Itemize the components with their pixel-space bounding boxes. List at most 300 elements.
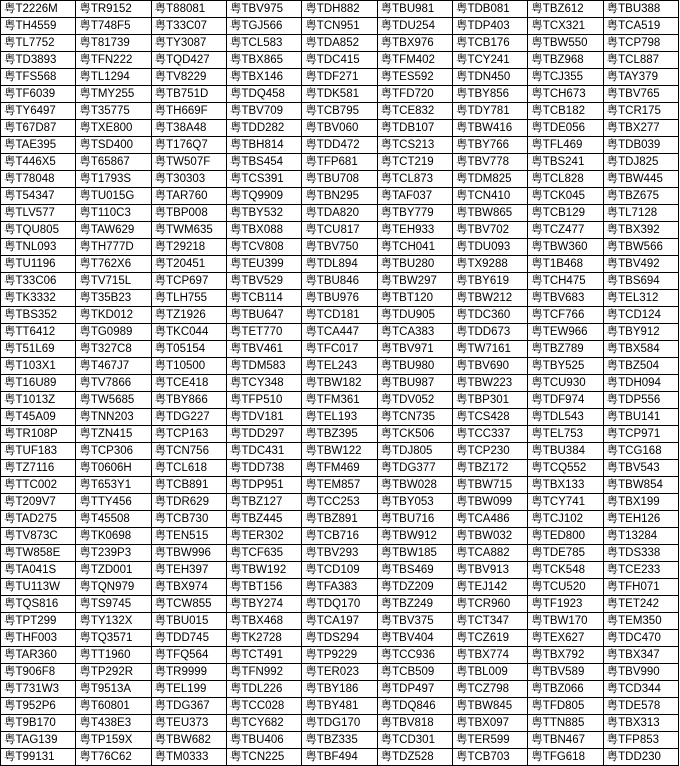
plate-table-body — [1, 1, 679, 766]
plate-cell: 粤TFP853 — [603, 732, 678, 749]
table-row — [1, 494, 679, 511]
plate-cell: 粤TCC028 — [226, 698, 301, 715]
plate-cell: 粤TBW854 — [603, 477, 678, 494]
table-row — [1, 698, 679, 715]
plate-cell: 粤TBF494 — [302, 749, 377, 766]
plate-cell: 粤T88081 — [151, 1, 226, 18]
plate-cell: 粤TDD282 — [226, 120, 301, 137]
table-row — [1, 630, 679, 647]
plate-cell: 粤TCB716 — [302, 528, 377, 545]
plate-cell: 粤TH777D — [76, 239, 151, 256]
table-row — [1, 239, 679, 256]
plate-cell: 粤TBX088 — [226, 222, 301, 239]
plate-cell: 粤TBY856 — [452, 86, 527, 103]
plate-cell: 粤TBZ335 — [302, 732, 377, 749]
plate-cell: 粤TCH475 — [528, 273, 603, 290]
plate-cell: 粤TFN222 — [76, 52, 151, 69]
plate-cell: 粤TP9229 — [302, 647, 377, 664]
plate-cell: 粤TCL887 — [603, 52, 678, 69]
plate-cell: 粤TFS568 — [1, 69, 76, 86]
plate-cell: 粤TET770 — [226, 324, 301, 341]
plate-cell: 粤T209V7 — [1, 494, 76, 511]
plate-cell: 粤TCN756 — [151, 443, 226, 460]
plate-cell: 粤TBU981 — [377, 1, 452, 18]
plate-cell: 粤TBU980 — [377, 358, 452, 375]
plate-cell: 粤TCB891 — [151, 477, 226, 494]
plate-cell: 粤TBS454 — [226, 154, 301, 171]
plate-cell: 粤TL1294 — [76, 69, 151, 86]
plate-cell: 粤TCC337 — [452, 426, 527, 443]
plate-cell: 粤TBY481 — [302, 698, 377, 715]
plate-cell: 粤TFM469 — [302, 460, 377, 477]
plate-cell: 粤TFD805 — [528, 698, 603, 715]
plate-cell: 粤TBX313 — [603, 715, 678, 732]
plate-cell: 粤T99131 — [1, 749, 76, 766]
plate-cell: 粤TCT347 — [452, 613, 527, 630]
plate-cell: 粤TK2728 — [226, 630, 301, 647]
plate-cell: 粤TAE395 — [1, 137, 76, 154]
plate-cell: 粤TFM402 — [377, 52, 452, 69]
table-row — [1, 120, 679, 137]
table-row — [1, 426, 679, 443]
plate-cell: 粤TG0989 — [76, 324, 151, 341]
plate-cell: 粤TCZ798 — [452, 681, 527, 698]
plate-cell: 粤TBX774 — [452, 647, 527, 664]
plate-cell: 粤TCA519 — [603, 18, 678, 35]
plate-cell: 粤TCZ619 — [452, 630, 527, 647]
plate-cell: 粤T76C62 — [76, 749, 151, 766]
plate-cell: 粤TBL009 — [452, 664, 527, 681]
plate-cell: 粤TES592 — [377, 69, 452, 86]
plate-cell: 粤TBY532 — [226, 205, 301, 222]
plate-cell: 粤TCS428 — [452, 409, 527, 426]
plate-cell: 粤TBY186 — [302, 681, 377, 698]
plate-cell: 粤TDF974 — [528, 392, 603, 409]
plate-cell: 粤TBV818 — [377, 715, 452, 732]
plate-cell: 粤TR108P — [1, 426, 76, 443]
plate-cell: 粤TBW682 — [151, 732, 226, 749]
plate-cell: 粤TCC253 — [302, 494, 377, 511]
plate-cell: 粤TMY255 — [76, 86, 151, 103]
plate-cell: 粤TFC017 — [302, 341, 377, 358]
plate-cell: 粤TCH673 — [528, 86, 603, 103]
plate-cell: 粤TTY456 — [76, 494, 151, 511]
plate-cell: 粤TEH933 — [377, 222, 452, 239]
plate-cell: 粤TCZ477 — [528, 222, 603, 239]
plate-cell: 粤TAR360 — [1, 647, 76, 664]
plate-cell: 粤TBV492 — [603, 256, 678, 273]
plate-cell: 粤TBZ891 — [302, 511, 377, 528]
plate-cell: 粤TCB176 — [452, 35, 527, 52]
plate-cell: 粤TS9745 — [76, 596, 151, 613]
plate-cell: 粤TP159X — [76, 732, 151, 749]
plate-cell: 粤T1793S — [76, 171, 151, 188]
plate-cell: 粤TCE233 — [603, 562, 678, 579]
plate-cell: 粤TBW996 — [151, 545, 226, 562]
plate-cell: 粤TFM361 — [302, 392, 377, 409]
plate-cell: 粤TBV971 — [377, 341, 452, 358]
plate-cell: 粤TDC431 — [226, 443, 301, 460]
plate-cell: 粤T446X5 — [1, 154, 76, 171]
table-row — [1, 749, 679, 766]
plate-cell: 粤T54347 — [1, 188, 76, 205]
plate-cell: 粤TBV543 — [603, 460, 678, 477]
plate-cell: 粤TF6039 — [1, 86, 76, 103]
plate-cell: 粤TFP510 — [226, 392, 301, 409]
table-row — [1, 1, 679, 18]
plate-cell: 粤TDE785 — [528, 545, 603, 562]
plate-cell: 粤T748F5 — [76, 18, 151, 35]
table-row — [1, 358, 679, 375]
plate-cell: 粤TCN410 — [452, 188, 527, 205]
plate-cell: 粤TDV052 — [377, 392, 452, 409]
plate-cell: 粤T29218 — [151, 239, 226, 256]
table-row — [1, 256, 679, 273]
plate-cell: 粤T103X1 — [1, 358, 76, 375]
plate-cell: 粤TBY766 — [452, 137, 527, 154]
plate-cell: 粤TBX584 — [603, 341, 678, 358]
plate-cell: 粤T2226M — [1, 1, 76, 18]
plate-cell: 粤TEX627 — [528, 630, 603, 647]
table-row — [1, 545, 679, 562]
table-row — [1, 222, 679, 239]
plate-cell: 粤TBW032 — [452, 528, 527, 545]
plate-cell: 粤TH4559 — [1, 18, 76, 35]
plate-cell: 粤TCD301 — [377, 732, 452, 749]
plate-cell: 粤TKC044 — [151, 324, 226, 341]
plate-cell: 粤TBZ504 — [603, 358, 678, 375]
plate-cell: 粤TCK506 — [377, 426, 452, 443]
plate-cell: 粤T81739 — [76, 35, 151, 52]
plate-cell: 粤TCP971 — [603, 426, 678, 443]
table-row — [1, 664, 679, 681]
plate-cell: 粤TL7128 — [603, 205, 678, 222]
plate-cell: 粤TDE056 — [528, 120, 603, 137]
plate-cell: 粤TBV589 — [528, 664, 603, 681]
plate-cell: 粤TFD720 — [377, 86, 452, 103]
plate-cell: 粤TCN225 — [226, 749, 301, 766]
table-row — [1, 188, 679, 205]
plate-cell: 粤TBZ066 — [528, 681, 603, 698]
plate-cell: 粤TED800 — [528, 528, 603, 545]
plate-cell: 粤TBW212 — [452, 290, 527, 307]
plate-cell: 粤TR9152 — [76, 1, 151, 18]
plate-cell: 粤TDB107 — [377, 120, 452, 137]
plate-cell: 粤TBZ395 — [302, 426, 377, 443]
plate-cell: 粤TER599 — [452, 732, 527, 749]
plate-cell: 粤TL7752 — [1, 35, 76, 52]
plate-cell: 粤TFP681 — [302, 154, 377, 171]
plate-cell: 粤TBY525 — [528, 358, 603, 375]
plate-cell: 粤TEN515 — [151, 528, 226, 545]
plate-cell: 粤TU1196 — [1, 256, 76, 273]
plate-cell: 粤T952P6 — [1, 698, 76, 715]
plate-cell: 粤TNN203 — [76, 409, 151, 426]
plate-cell: 粤TEL193 — [302, 409, 377, 426]
plate-cell: 粤TBX792 — [528, 647, 603, 664]
plate-cell: 粤TGJ566 — [226, 18, 301, 35]
plate-cell: 粤TV873C — [1, 528, 76, 545]
plate-cell: 粤TDY781 — [452, 103, 527, 120]
plate-cell: 粤TCP798 — [603, 35, 678, 52]
plate-cell: 粤TBZ445 — [226, 511, 301, 528]
plate-cell: 粤TBV702 — [452, 222, 527, 239]
plate-cell: 粤TDG367 — [151, 698, 226, 715]
plate-cell: 粤TBX199 — [603, 494, 678, 511]
plate-cell: 粤TW5685 — [76, 392, 151, 409]
plate-cell: 粤T1013Z — [1, 392, 76, 409]
plate-cell: 粤TEJ142 — [452, 579, 527, 596]
plate-cell: 粤TDZ528 — [377, 749, 452, 766]
plate-cell: 粤TCY741 — [528, 494, 603, 511]
plate-cell: 粤TBU141 — [603, 409, 678, 426]
plate-cell: 粤TCD344 — [603, 681, 678, 698]
plate-cell: 粤TBT156 — [226, 579, 301, 596]
plate-cell: 粤T653Y1 — [76, 477, 151, 494]
plate-cell: 粤TDS338 — [603, 545, 678, 562]
plate-cell: 粤TFH071 — [603, 579, 678, 596]
plate-cell: 粤TBV375 — [377, 613, 452, 630]
plate-cell: 粤TW507F — [151, 154, 226, 171]
plate-cell: 粤TFL469 — [528, 137, 603, 154]
plate-cell: 粤TCJ102 — [528, 511, 603, 528]
plate-cell: 粤TCN735 — [377, 409, 452, 426]
plate-cell: 粤TBS469 — [377, 562, 452, 579]
plate-cell: 粤TTN885 — [528, 715, 603, 732]
plate-cell: 粤TDE578 — [603, 698, 678, 715]
plate-cell: 粤T762X6 — [76, 256, 151, 273]
plate-cell: 粤TTC002 — [1, 477, 76, 494]
plate-cell: 粤TCH041 — [377, 239, 452, 256]
plate-cell: 粤T438E3 — [76, 715, 151, 732]
plate-cell: 粤TEH397 — [151, 562, 226, 579]
plate-cell: 粤TCA197 — [302, 613, 377, 630]
plate-cell: 粤TBU388 — [603, 1, 678, 18]
table-row — [1, 154, 679, 171]
plate-cell: 粤TCU520 — [528, 579, 603, 596]
plate-cell: 粤TDG170 — [302, 715, 377, 732]
plate-cell: 粤T33C06 — [1, 273, 76, 290]
plate-cell: 粤TBV404 — [377, 630, 452, 647]
plate-cell: 粤TCP697 — [151, 273, 226, 290]
plate-cell: 粤TCY241 — [452, 52, 527, 69]
plate-cell: 粤TQU805 — [1, 222, 76, 239]
plate-cell: 粤TBZ612 — [528, 1, 603, 18]
plate-cell: 粤T51L69 — [1, 341, 76, 358]
plate-cell: 粤TDD230 — [603, 749, 678, 766]
plate-cell: 粤TBV293 — [302, 545, 377, 562]
plate-cell: 粤TBN467 — [528, 732, 603, 749]
plate-cell: 粤TDL226 — [226, 681, 301, 698]
plate-cell: 粤TDC470 — [603, 630, 678, 647]
plate-cell: 粤TDU254 — [377, 18, 452, 35]
plate-cell: 粤TPT299 — [1, 613, 76, 630]
plate-cell: 粤TBW715 — [452, 477, 527, 494]
table-row — [1, 171, 679, 188]
plate-cell: 粤TCW855 — [151, 596, 226, 613]
plate-cell: 粤TCD109 — [302, 562, 377, 579]
plate-cell: 粤TV715L — [76, 273, 151, 290]
plate-cell: 粤TBU708 — [302, 171, 377, 188]
table-row — [1, 205, 679, 222]
plate-cell: 粤TCN951 — [302, 18, 377, 35]
plate-cell: 粤TBW099 — [452, 494, 527, 511]
table-row — [1, 579, 679, 596]
plate-cell: 粤TA041S — [1, 562, 76, 579]
plate-cell: 粤TBW865 — [452, 205, 527, 222]
plate-cell: 粤TCA882 — [452, 545, 527, 562]
plate-cell: 粤TCE832 — [377, 103, 452, 120]
plate-cell: 粤TW7161 — [452, 341, 527, 358]
plate-cell: 粤TK0698 — [76, 528, 151, 545]
plate-cell: 粤TBW170 — [528, 613, 603, 630]
plate-cell: 粤TBX865 — [226, 52, 301, 69]
plate-cell: 粤T13284 — [603, 528, 678, 545]
plate-cell: 粤TBY274 — [226, 596, 301, 613]
plate-cell: 粤TLH755 — [151, 290, 226, 307]
plate-cell: 粤T1B468 — [528, 256, 603, 273]
plate-cell: 粤TDC415 — [302, 52, 377, 69]
plate-cell: 粤TDA820 — [302, 205, 377, 222]
plate-cell: 粤TDC360 — [452, 307, 527, 324]
plate-cell: 粤TCB730 — [151, 511, 226, 528]
plate-cell: 粤TBV913 — [452, 562, 527, 579]
table-row — [1, 52, 679, 69]
table-row — [1, 86, 679, 103]
plate-cell: 粤TBS241 — [528, 154, 603, 171]
plate-cell: 粤TBZ249 — [377, 596, 452, 613]
plate-cell: 粤TEW966 — [528, 324, 603, 341]
plate-cell: 粤TUF183 — [1, 443, 76, 460]
plate-cell: 粤TBV750 — [302, 239, 377, 256]
plate-cell: 粤TBW566 — [603, 239, 678, 256]
table-row — [1, 307, 679, 324]
plate-cell: 粤TBU406 — [226, 732, 301, 749]
plate-cell: 粤TDD297 — [226, 426, 301, 443]
plate-cell: 粤TZD001 — [76, 562, 151, 579]
table-row — [1, 647, 679, 664]
plate-cell: 粤TBW192 — [226, 562, 301, 579]
plate-cell: 粤TAW629 — [76, 222, 151, 239]
plate-cell: 粤TQD427 — [151, 52, 226, 69]
plate-cell: 粤T45A09 — [1, 409, 76, 426]
plate-cell: 粤TBW185 — [377, 545, 452, 562]
plate-cell: 粤TBY912 — [603, 324, 678, 341]
plate-cell: 粤TBW028 — [377, 477, 452, 494]
plate-cell: 粤TDH882 — [302, 1, 377, 18]
plate-cell: 粤TEH126 — [603, 511, 678, 528]
plate-cell: 粤TF1923 — [528, 596, 603, 613]
plate-cell: 粤TBS352 — [1, 307, 76, 324]
plate-cell: 粤TBY779 — [377, 205, 452, 222]
plate-cell: 粤TBW297 — [377, 273, 452, 290]
plate-cell: 粤TET242 — [603, 596, 678, 613]
plate-cell: 粤TCT491 — [226, 647, 301, 664]
plate-cell: 粤TCD124 — [603, 307, 678, 324]
plate-cell: 粤TDA852 — [302, 35, 377, 52]
plate-cell: 粤TDL543 — [528, 409, 603, 426]
plate-cell: 粤TY132X — [76, 613, 151, 630]
plate-cell: 粤TBZ789 — [528, 341, 603, 358]
plate-cell: 粤TBT120 — [377, 290, 452, 307]
plate-cell: 粤TER023 — [302, 664, 377, 681]
plate-cell: 粤TCB703 — [452, 749, 527, 766]
plate-cell: 粤TDJ805 — [377, 443, 452, 460]
table-row — [1, 528, 679, 545]
plate-cell: 粤THF003 — [1, 630, 76, 647]
plate-cell: 粤T78048 — [1, 171, 76, 188]
plate-cell: 粤TDD738 — [226, 460, 301, 477]
plate-cell: 粤TNL093 — [1, 239, 76, 256]
plate-cell: 粤T0606H — [76, 460, 151, 477]
plate-cell: 粤TWM635 — [151, 222, 226, 239]
plate-cell: 粤T9B170 — [1, 715, 76, 732]
plate-cell: 粤TBV461 — [226, 341, 301, 358]
plate-cell: 粤TEL312 — [603, 290, 678, 307]
plate-cell: 粤TBY619 — [452, 273, 527, 290]
plate-cell: 粤TBX347 — [603, 647, 678, 664]
plate-cell: 粤T45508 — [76, 511, 151, 528]
plate-cell: 粤T33C07 — [151, 18, 226, 35]
plate-cell: 粤TW858E — [1, 545, 76, 562]
table-row — [1, 732, 679, 749]
plate-cell: 粤TBZ968 — [528, 52, 603, 69]
plate-cell: 粤TBV990 — [603, 664, 678, 681]
plate-cell: 粤TDD745 — [151, 630, 226, 647]
plate-cell: 粤TQ9909 — [226, 188, 301, 205]
plate-cell: 粤TBY866 — [151, 392, 226, 409]
plate-cell: 粤TDP403 — [452, 18, 527, 35]
table-row — [1, 477, 679, 494]
table-row — [1, 290, 679, 307]
plate-cell: 粤TCU930 — [528, 375, 603, 392]
plate-cell: 粤TCB129 — [528, 205, 603, 222]
plate-cell: 粤TBZ172 — [452, 460, 527, 477]
plate-cell: 粤TQN979 — [76, 579, 151, 596]
table-row — [1, 562, 679, 579]
plate-cell: 粤TDL894 — [302, 256, 377, 273]
plate-cell: 粤TU113W — [1, 579, 76, 596]
plate-cell: 粤TBX468 — [226, 613, 301, 630]
plate-cell: 粤TP292R — [76, 664, 151, 681]
table-row — [1, 443, 679, 460]
plate-cell: 粤TBV529 — [226, 273, 301, 290]
plate-cell: 粤TDN450 — [452, 69, 527, 86]
plate-cell: 粤TZ7116 — [1, 460, 76, 477]
plate-cell: 粤TCJ355 — [528, 69, 603, 86]
plate-cell: 粤TAF037 — [377, 188, 452, 205]
plate-cell: 粤TDJ825 — [603, 154, 678, 171]
plate-cell: 粤TM0333 — [151, 749, 226, 766]
plate-cell: 粤TV8229 — [151, 69, 226, 86]
plate-cell: 粤TH669F — [151, 103, 226, 120]
plate-cell: 粤TAG139 — [1, 732, 76, 749]
table-row — [1, 409, 679, 426]
plate-cell: 粤TAY379 — [603, 69, 678, 86]
plate-cell: 粤TDU905 — [377, 307, 452, 324]
plate-cell: 粤TCU817 — [302, 222, 377, 239]
plate-cell: 粤TCR175 — [603, 103, 678, 120]
plate-cell: 粤TCF635 — [226, 545, 301, 562]
plate-cell: 粤TCA383 — [377, 324, 452, 341]
plate-cell: 粤TBX976 — [377, 35, 452, 52]
plate-cell: 粤TCL583 — [226, 35, 301, 52]
plate-cell: 粤TFA383 — [302, 579, 377, 596]
plate-cell: 粤TDP951 — [226, 477, 301, 494]
table-row — [1, 35, 679, 52]
table-row — [1, 375, 679, 392]
plate-cell: 粤T110C3 — [76, 205, 151, 222]
